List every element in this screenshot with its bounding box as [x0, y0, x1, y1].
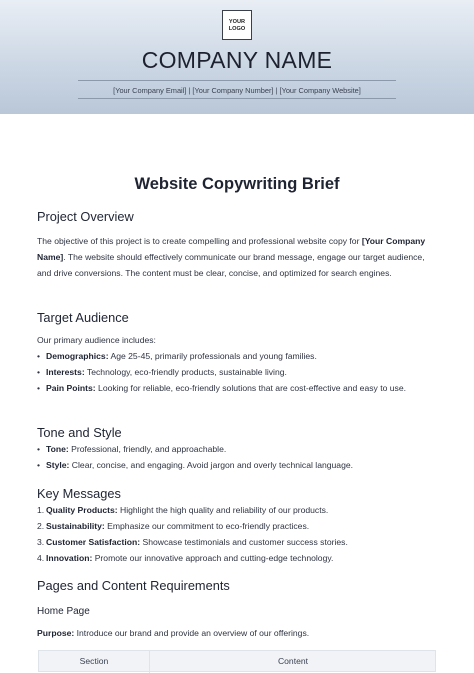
pages-heading: Pages and Content Requirements	[37, 578, 230, 593]
content-table-header	[38, 650, 436, 672]
home-page-subheading: Home Page	[37, 606, 90, 617]
list-item: 4. Innovation: Promote our innovative approach and cutting-edge technology.	[37, 553, 334, 563]
company-contact: [Your Company Email] | [Your Company Number] | [Your Company Website]	[113, 86, 361, 95]
list-item: • Demographics: Age 25-45, primarily professionals and young families.	[37, 351, 317, 361]
divider-bottom	[78, 98, 396, 99]
table-header-content: Content	[277, 656, 309, 666]
table-header-section: Section	[79, 656, 109, 666]
key-messages-heading: Key Messages	[37, 486, 121, 501]
document-title: Website Copywriting Brief	[134, 175, 340, 193]
logo-text-line1: YOUR	[228, 19, 246, 25]
divider-top	[78, 80, 396, 81]
target-audience-intro: Our primary audience includes:	[37, 335, 156, 345]
list-item: • Tone: Professional, friendly, and approachable.	[37, 444, 227, 454]
tone-style-heading: Tone and Style	[37, 425, 122, 440]
target-audience-heading: Target Audience	[37, 310, 129, 325]
list-item: • Style: Clear, concise, and engaging. Avoid jargon and overly technical language.	[37, 460, 354, 470]
project-overview-text: The objective of this project is to create compelling and professional website copy for [Your Company Name]. The website should effectively communicate our brand message, engage our target audience, and drive conversions. The content must be clear, concise, and optimized for search engines.	[37, 236, 426, 278]
list-item: • Interests: Technology, eco-friendly products, sustainable living.	[37, 367, 287, 377]
list-item: 3. Customer Satisfaction: Showcase testimonials and customer success stories.	[37, 537, 348, 547]
home-page-purpose: Purpose: Introduce our brand and provide an overview of our offerings.	[37, 628, 310, 638]
list-item: 1. Quality Products: Highlight the high quality and reliability of our products.	[37, 505, 329, 515]
company-name: COMPANY NAME	[141, 47, 333, 73]
company-logo	[222, 10, 252, 40]
project-overview-heading: Project Overview	[37, 209, 134, 224]
list-item: • Pain Points: Looking for reliable, eco-friendly solutions that are cost-effective and easy to use.	[37, 383, 407, 393]
logo-text-line2: LOGO	[228, 26, 246, 32]
list-item: 2. Sustainability: Emphasize our commitment to eco-friendly practices.	[37, 521, 310, 531]
letterhead	[0, 0, 474, 114]
